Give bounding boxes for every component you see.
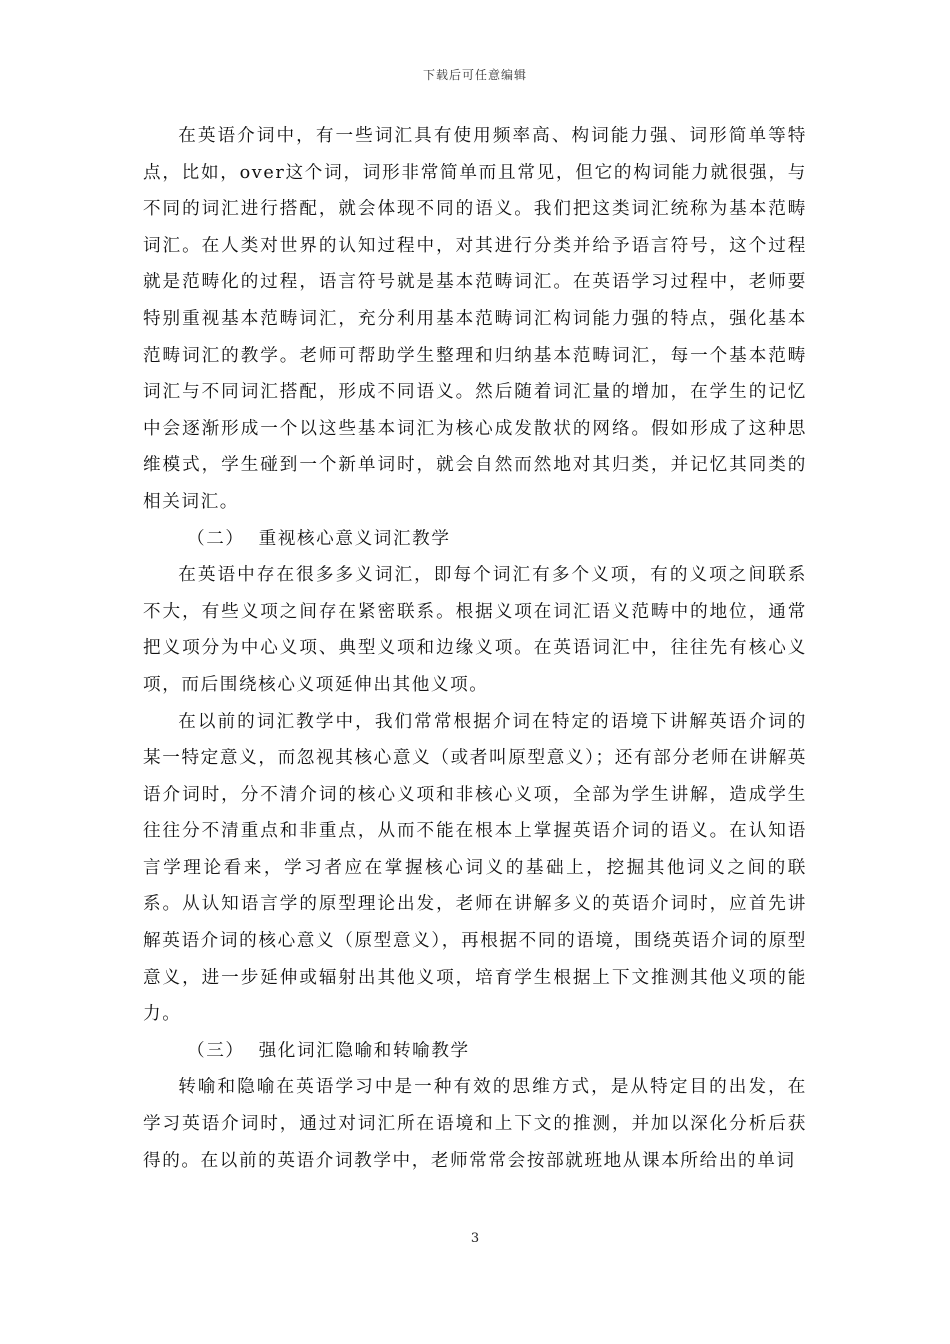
section-heading-2 (143, 521, 807, 558)
paragraph-basic-category-vocabulary: 在英语介词中，有一些词汇具有使用频率高、构词能力强、词形简单等特点，比如，over这个词，词形非常简单而且常见，但它的构词能力就很强，与不同的词汇进行搭配，就会体现不同的语义。我们把这类词汇统称为基本范畴词汇。在人类对世界的认知过程中，对其进行分类并给予语言符号，这个过程就是范畴化的过程，语言符号就是基本范畴词汇。在英语学习过程中，老师要特别重视基本范畴词汇，充分利用基本范畴词汇构词能力强的特点，强化基本范畴词汇的教学。老师可帮助学生整理和归纳基本范畴词汇，每一个基本范畴词汇与不同词汇搭配，形成不同语义。然后随着词汇量的增加，在学生的记忆中会逐渐形成一个以这些基本词汇为核心成发散状的网络。假如形成了这种思维模式，学生碰到一个新单词时，就会自然而然地对其归类，并记忆其同类的相关词汇。 (143, 126, 807, 512)
paragraph-metaphor-metonymy: 转喻和隐喻在英语学习中是一种有效的思维方式，是从特定目的出发，在学习英语介词时，通过对词汇所在语境和上下文的推测，并加以深化分析后获得的。在以前的英语介词教学中，老师常常会按部就班地从课本所给出的单词 (143, 1077, 807, 1171)
section-heading-3-number: （三） (187, 1040, 245, 1061)
document-body (143, 118, 807, 1179)
section-heading-3 (143, 1033, 807, 1070)
page-number: 3 (470, 1231, 480, 1246)
section-heading-2-number: （二） (187, 528, 245, 549)
paragraph-core-meaning-teaching: 在以前的词汇教学中，我们常常根据介词在特定的语境下讲解英语介词的某一特定意义，而忽视其核心意义（或者叫原型意义）；还有部分老师在讲解英语介词时，分不清介词的核心义项和非核心义项，全部为学生讲解，造成学生往往分不清重点和非重点，从而不能在根本上掌握英语介词的语义。在认知语言学理论看来，学习者应在掌握核心词义的基础上，挖掘其他词义之间的联系。从认知语言学的原型理论出发，老师在讲解多义的英语介词时，应首先讲解英语介词的核心意义（原型意义），再根据不同的语境，围绕英语介词的原型意义，进一步延伸或辐射出其他义项，培育学生根据上下文推测其他义项的能力。 (143, 711, 807, 1025)
section-heading-2-title: 重视核心意义词汇教学 (258, 528, 451, 549)
paragraph-polysemy: 在英语中存在很多多义词汇，即每个词汇有多个义项，有的义项之间联系不大，有些义项之间存在紧密联系。根据义项在词汇语义范畴中的地位，通常把义项分为中心义项、典型义项和边缘义项。在英语词汇中，往往先有核心义项，而后围绕核心义项延伸出其他义项。 (143, 565, 807, 695)
page-header: 下载后可任意编辑 (422, 68, 527, 82)
section-heading-3-title: 强化词汇隐喻和转喻教学 (258, 1040, 470, 1061)
